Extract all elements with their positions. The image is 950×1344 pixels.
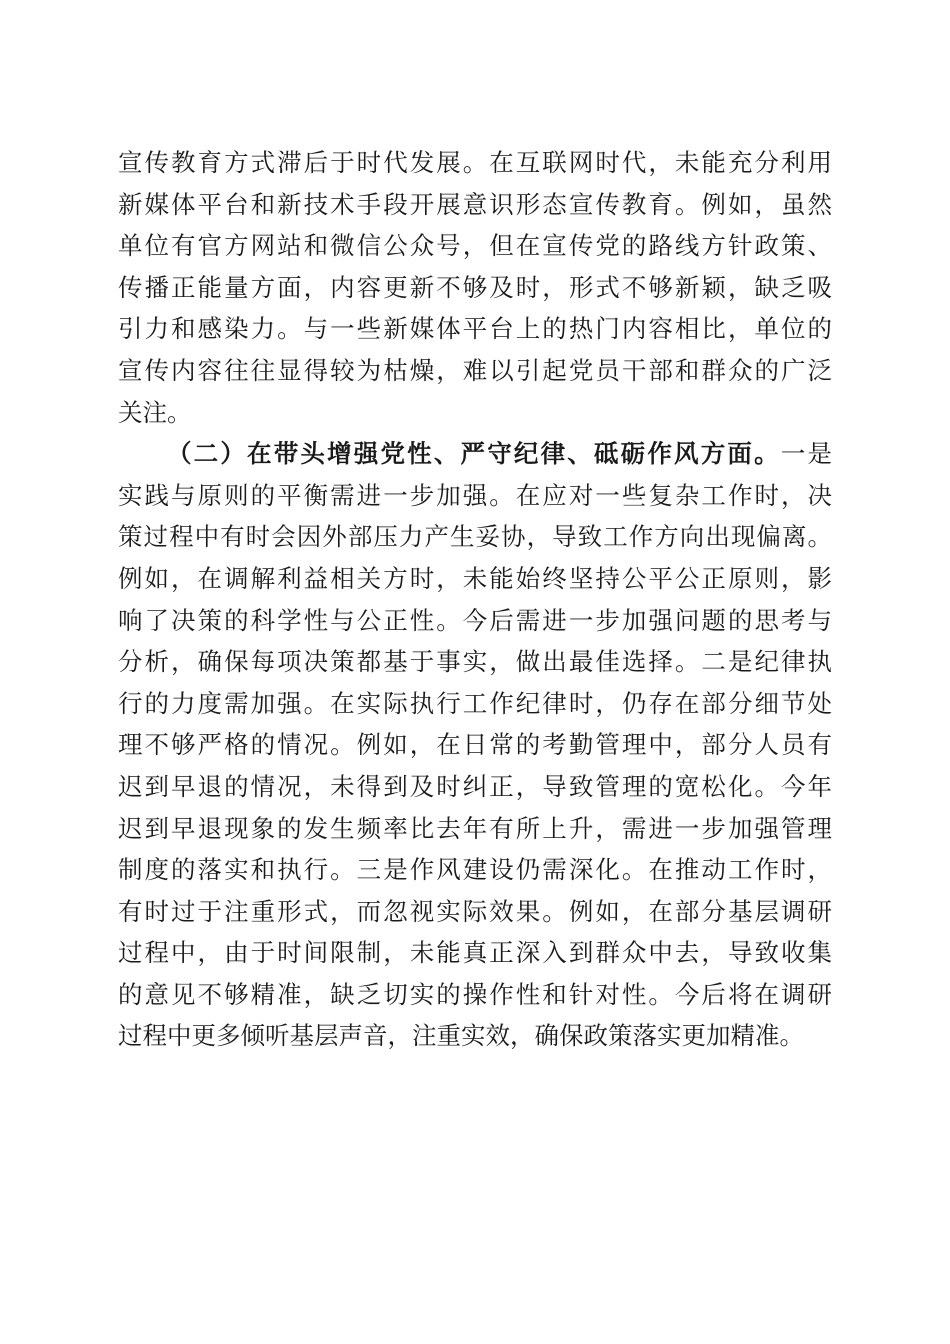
paragraph-heading-line: [118, 433, 832, 475]
paragraph-line: 行的力度需加强。在实际执行工作纪律时，仍存在部分细节处: [118, 688, 832, 718]
paragraph-line: 响了决策的科学性与公正性。今后需进一步加强问题的思考与: [118, 605, 832, 635]
paragraph-line: 实践与原则的平衡需进一步加强。在应对一些复杂工作时，决: [118, 480, 832, 510]
paragraph-1: [118, 142, 832, 433]
paragraph-line: 过程中，由于时间限制，未能真正深入到群众中去，导致收集: [118, 938, 832, 968]
paragraph-line: 迟到早退现象的发生频率比去年有所上升，需进一步加强管理: [118, 813, 832, 843]
paragraph-line: 传播正能量方面，内容更新不够及时，形式不够新颖，缺乏吸: [118, 272, 832, 302]
paragraph-line: 新媒体平台和新技术手段开展意识形态宣传教育。例如，虽然: [118, 189, 832, 219]
paragraph-line: 例如，在调解利益相关方时，未能始终坚持公平公正原则，影: [118, 563, 832, 593]
document-body: [118, 142, 832, 1057]
paragraph-2: [118, 433, 832, 1057]
paragraph-line: 制度的落实和执行。三是作风建设仍需深化。在推动工作时，: [118, 855, 832, 885]
paragraph-line: 宣传教育方式滞后于时代发展。在互联网时代，未能充分利用: [118, 148, 832, 177]
heading-line-rest: 一是: [780, 439, 832, 469]
paragraph-line: 过程中更多倾听基层声音，注重实效，确保政策落实更加精准。: [118, 1021, 804, 1051]
paragraph-line: 分析，确保每项决策都基于事实，做出最佳选择。二是纪律执: [118, 647, 832, 677]
paragraph-line: 有时过于注重形式，而忽视实际效果。例如，在部分基层调研: [118, 896, 832, 926]
paragraph-line: 迟到早退的情况，未得到及时纠正，导致管理的宽松化。今年: [118, 771, 832, 801]
paragraph-line: 理不够严格的情况。例如，在日常的考勤管理中，部分人员有: [118, 730, 832, 760]
section-heading: （二）在带头增强党性、严守纪律、砥砺作风方面。: [167, 439, 781, 469]
paragraph-line: 宣传内容往往显得较为枯燥，难以引起党员干部和群众的广泛: [118, 355, 832, 385]
paragraph-line: 引力和感染力。与一些新媒体平台上的热门内容相比，单位的: [118, 314, 832, 344]
paragraph-line: 的意见不够精准，缺乏切实的操作性和针对性。今后将在调研: [118, 979, 832, 1009]
paragraph-line: 关注。: [118, 397, 192, 427]
paragraph-line: 单位有官方网站和微信公众号，但在宣传党的路线方针政策、: [118, 231, 832, 261]
paragraph-line: 策过程中有时会因外部压力产生妥协，导致工作方向出现偏离。: [118, 522, 832, 552]
